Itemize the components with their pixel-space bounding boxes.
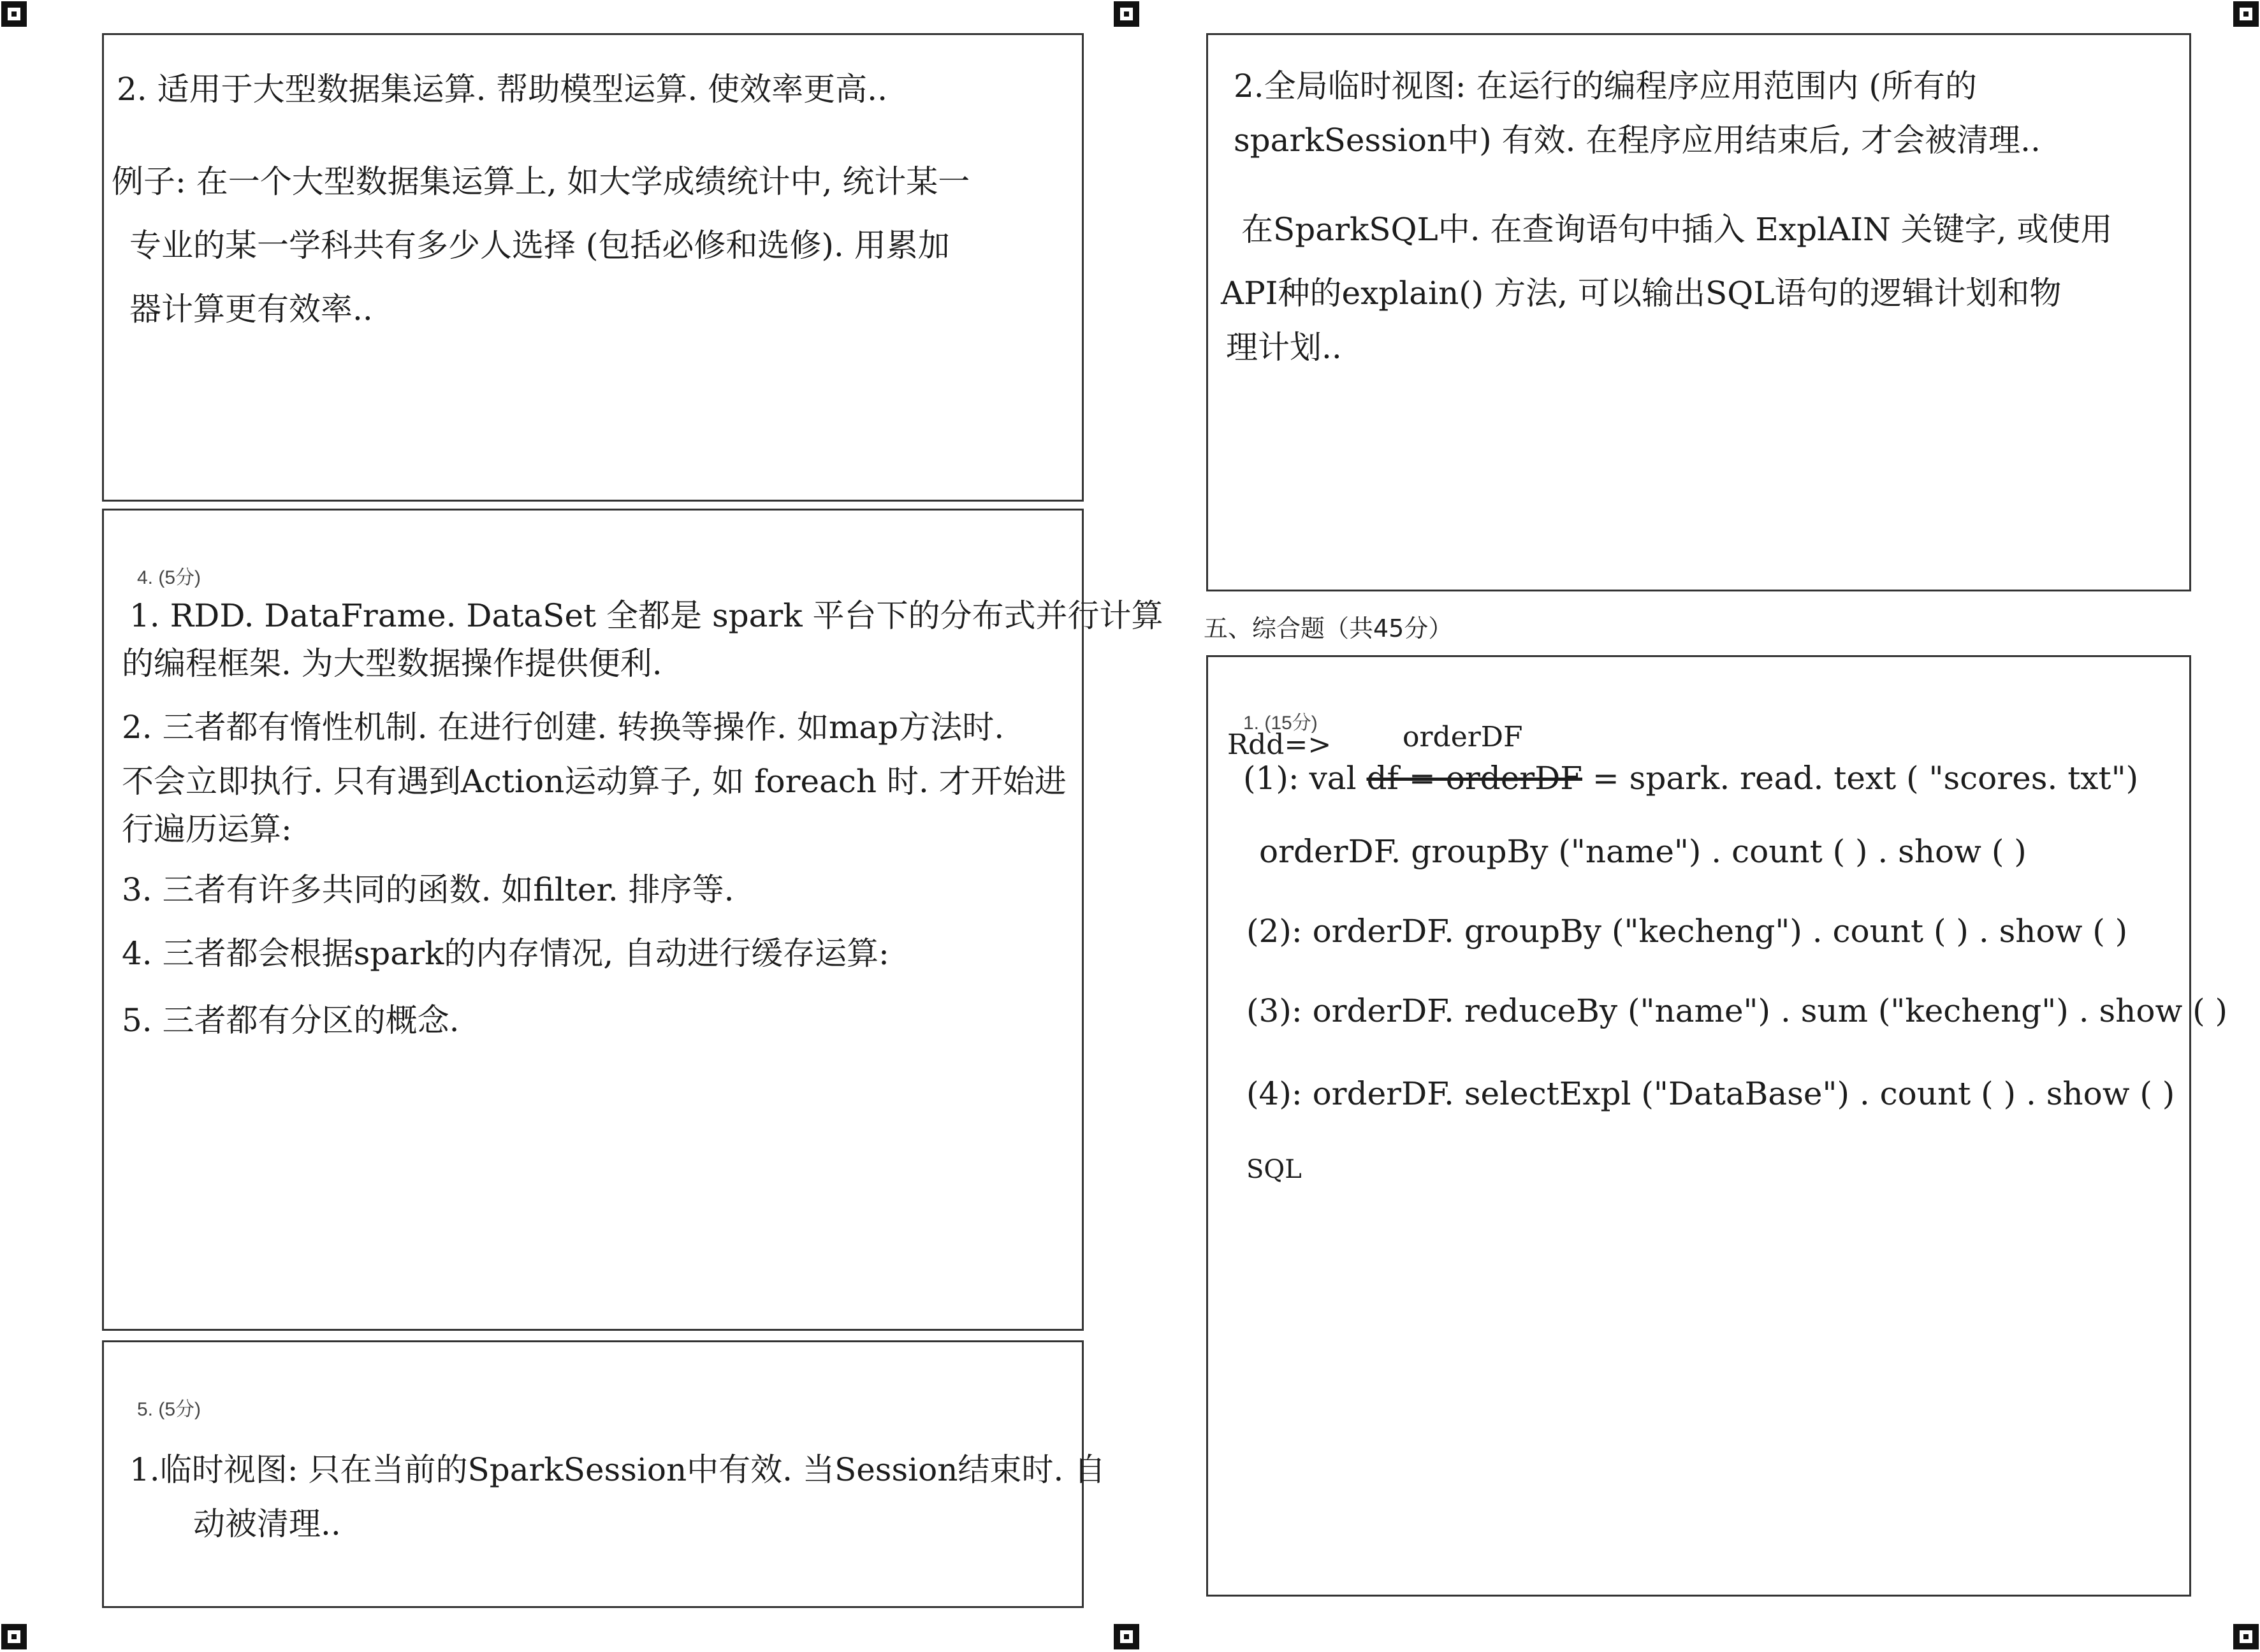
answer-line: 5. 三者都有分区的概念. [122,1002,460,1039]
answer-box-right-1 [1206,33,2191,591]
answer-line: 2. 适用于大型数据集运算. 帮助模型运算. 使效率更高.. [117,71,887,108]
answer-box-left-1 [102,33,1084,502]
answer-line: (4): orderDF. selectExpl ("DataBase") . count ( ) . show ( ) [1246,1075,2175,1112]
answer-line: 1. RDD. DataFrame. DataSet 全都是 spark 平台下的分布式并行计算 [129,597,1163,634]
rdd-note: Rdd=> [1227,728,1332,761]
answer-line: 行遍历运算: [122,811,292,848]
answer-line: 4. 三者都会根据spark的内存情况, 自动进行缓存运算: [122,935,889,972]
answer-line: 在SparkSQL中. 在查询语句中插入 ExplAIN 关键字, 或使用 [1241,211,2113,248]
answer-line: 动被清理.. [193,1505,341,1542]
fiducial-marker-bottom-center [1114,1624,1139,1649]
answer-line: 2.全局临时视图: 在运行的编程序应用范围内 (所有的 [1234,68,1977,105]
fiducial-marker-bottom-left [1,1624,27,1649]
struck-text: df = orderDF [1366,760,1582,797]
answer-line: sparkSession中) 有效. 在程序应用结束后, 才会被清理.. [1234,122,2041,159]
answer-line: API种的explain() 方法, 可以输出SQL语句的逻辑计划和物 [1221,275,2062,312]
answer-line: 理计划.. [1226,329,1342,366]
fiducial-marker-top-center [1114,1,1139,27]
answer-line-1 [1243,759,2138,797]
section-title: 五、综合题（共45分） [1204,614,1453,642]
answer-box-right-2 [1206,655,2228,1597]
trailing-mark: SQL [1246,1155,1302,1184]
line-prefix: (1): val [1243,760,1367,797]
fiducial-marker-bottom-right [2233,1624,2259,1649]
answer-box-left-2 [102,509,1163,1331]
answer-line: 器计算更有效率.. [129,291,373,328]
answer-line: 专业的某一学科共有多少人选择 (包括必修和选修). 用累加 [129,227,950,264]
answer-line: 1.临时视图: 只在当前的SparkSession中有效. 当Session结束时. 自 [129,1451,1106,1488]
answer-line: 3. 三者有许多共同的函数. 如filter. 排序等. [122,871,734,908]
fiducial-marker-top-right [2233,1,2259,27]
line-suffix: = spark. read. text ( "scores. txt") [1582,760,2139,797]
answer-line: 的编程框架. 为大型数据操作提供便利. [122,645,662,682]
question-label: 4. (5分) [137,567,201,588]
answer-box-left-3 [102,1340,1106,1608]
question-label: 1. (15分) [1243,713,1318,734]
fiducial-marker-top-left [1,1,27,27]
answer-line: (2): orderDF. groupBy ("kecheng") . count ( ) . show ( ) [1246,913,2128,950]
answer-line: (3): orderDF. reduceBy ("name") . sum ("kecheng") . show ( ) [1246,992,2228,1029]
answer-line: 例子: 在一个大型数据集运算上, 如大学成绩统计中, 统计某一 [112,163,970,200]
answer-line: 2. 三者都有惰性机制. 在进行创建. 转换等操作. 如map方法时. [122,709,1005,746]
answer-line: orderDF. groupBy ("name") . count ( ) . show ( ) [1259,833,2027,870]
overwrite-annotation: orderDF [1403,721,1523,753]
question-label: 5. (5分) [137,1399,201,1420]
answer-line: 不会立即执行. 只有遇到Action运动算子, 如 foreach 时. 才开始进 [122,763,1067,800]
